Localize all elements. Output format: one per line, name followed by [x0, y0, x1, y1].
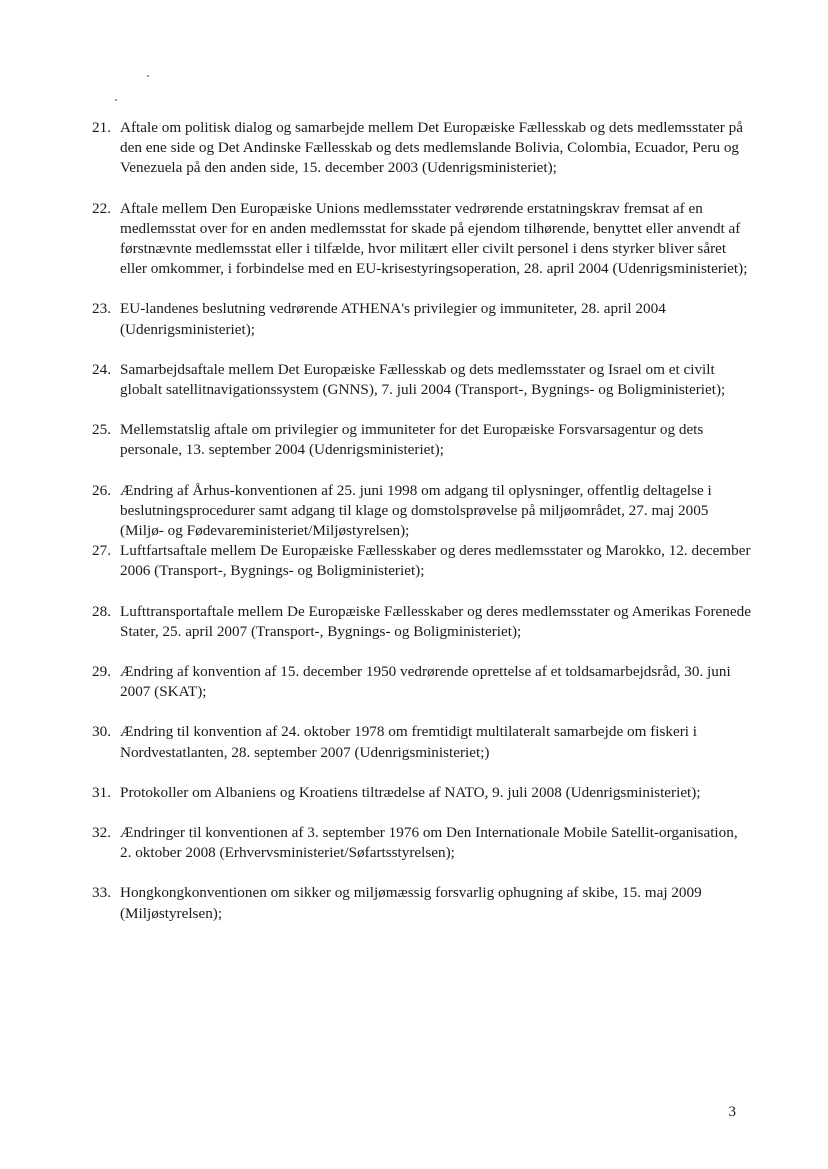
item-text: Aftale om politisk dialog og samarbejde mellem Det Europæiske Fællesskab og dets medlemsstater på den ene side og Det Andinske Fællesskab og dets medlemslande Bolivia, Colombia, Ecuador, Peru og Venezuela på den anden side, 15. december 2003 (Udenrigsministeriet);	[120, 119, 743, 177]
item-number: 33.	[92, 884, 111, 902]
item-text: Protokoller om Albaniens og Kroatiens tiltrædelse af NATO, 9. juli 2008 (Udenrigsministeriet);	[120, 783, 701, 801]
list-item	[92, 823, 752, 863]
scan-speck	[147, 75, 149, 77]
item-number: 22.	[92, 199, 111, 217]
list-item	[92, 118, 752, 179]
list-item	[92, 299, 752, 339]
item-number: 32.	[92, 824, 111, 842]
list-item	[92, 602, 752, 642]
item-text: Luftfartsaftale mellem De Europæiske Fællesskaber og deres medlemsstater og Marokko, 12. december 2006 (Transport-, Bygnings- og Boligministeriet);	[120, 542, 751, 580]
item-number: 27.	[92, 542, 111, 560]
treaty-list	[92, 118, 752, 944]
list-item	[92, 481, 752, 542]
item-text: Lufttransportaftale mellem De Europæiske Fællesskaber og deres medlemsstater og Amerikas Forenede Stater, 25. april 2007 (Transport-, Bygnings- og Boligministeriet);	[120, 602, 751, 640]
item-number: 29.	[92, 663, 111, 681]
item-text: Samarbejdsaftale mellem Det Europæiske Fællesskab og dets medlemsstater og Israel om et civilt globalt satellitnavigationssystem (GNNS), 7. juli 2004 (Transport-, Bygnings- og Boligministeriet);	[120, 360, 726, 399]
item-text: Ændring af Århus-konventionen af 25. juni 1998 om adgang til oplysninger, offentlig deltagelse i beslutningsprocedurer samt adgang til klage og domstolsprøvelse på miljøområdet, 27. maj 2005 (Miljø- og Fødevareministeriet/Miljøstyrelsen);	[120, 481, 712, 540]
list-item	[92, 883, 752, 923]
list-item	[92, 360, 752, 400]
item-text: Ændring af konvention af 15. december 1950 vedrørende oprettelse af et toldsamarbejdsråd, 30. juni 2007 (SKAT);	[120, 663, 731, 701]
item-text: Ændring til konvention af 24. oktober 1978 om fremtidigt multilateralt samarbejde om fiskeri i Nordvestatlanten, 28. september 2007 (Udenrigsministeriet;)	[120, 723, 698, 761]
item-number: 30.	[92, 723, 111, 741]
item-text: Ændringer til konventionen af 3. september 1976 om Den Internationale Mobile Satellit-organisation, 2. oktober 2008 (Erhvervsministeriet/Søfartsstyrelsen);	[120, 824, 738, 862]
list-item	[92, 662, 752, 702]
item-number: 24.	[92, 360, 111, 378]
list-item	[92, 199, 752, 280]
item-number: 28.	[92, 602, 111, 620]
item-number: 25.	[92, 421, 111, 439]
page-number: 3	[728, 1104, 736, 1120]
item-text: Aftale mellem Den Europæiske Unions medlemsstater vedrørende erstatningskrav fremsat af en medlemsstat over for en anden medlemsstat for skade på ejendom tilhørende, benyttet eller anvendt af førstnævnte medlemsstat eller i tilfælde, hvor militært eller civilt personel i dens styrker bliver såret eller omkommer, i forbindelse med en EU-krisestyringsoperation, 28. april 2004 (Udenrigsministeriet);	[120, 199, 748, 278]
list-item	[92, 541, 752, 581]
list-item	[92, 722, 752, 762]
item-number: 31.	[92, 783, 111, 801]
item-number: 21.	[92, 119, 111, 136]
list-item	[92, 783, 752, 803]
list-item	[92, 420, 752, 460]
item-number: 23.	[92, 300, 111, 318]
scan-speck	[115, 99, 117, 101]
item-number: 26.	[92, 481, 111, 499]
item-text: EU-landenes beslutning vedrørende ATHENA's privilegier og immuniteter, 28. april 2004 (Udenrigsministeriet);	[120, 300, 666, 338]
item-text: Hongkongkonventionen om sikker og miljømæssig forsvarlig ophugning af skibe, 15. maj 2009 (Miljøstyrelsen);	[120, 884, 702, 922]
item-text: Mellemstatslig aftale om privilegier og immuniteter for det Europæiske Forsvarsagentur og dets personale, 13. september 2004 (Udenrigsministeriet);	[120, 421, 704, 459]
